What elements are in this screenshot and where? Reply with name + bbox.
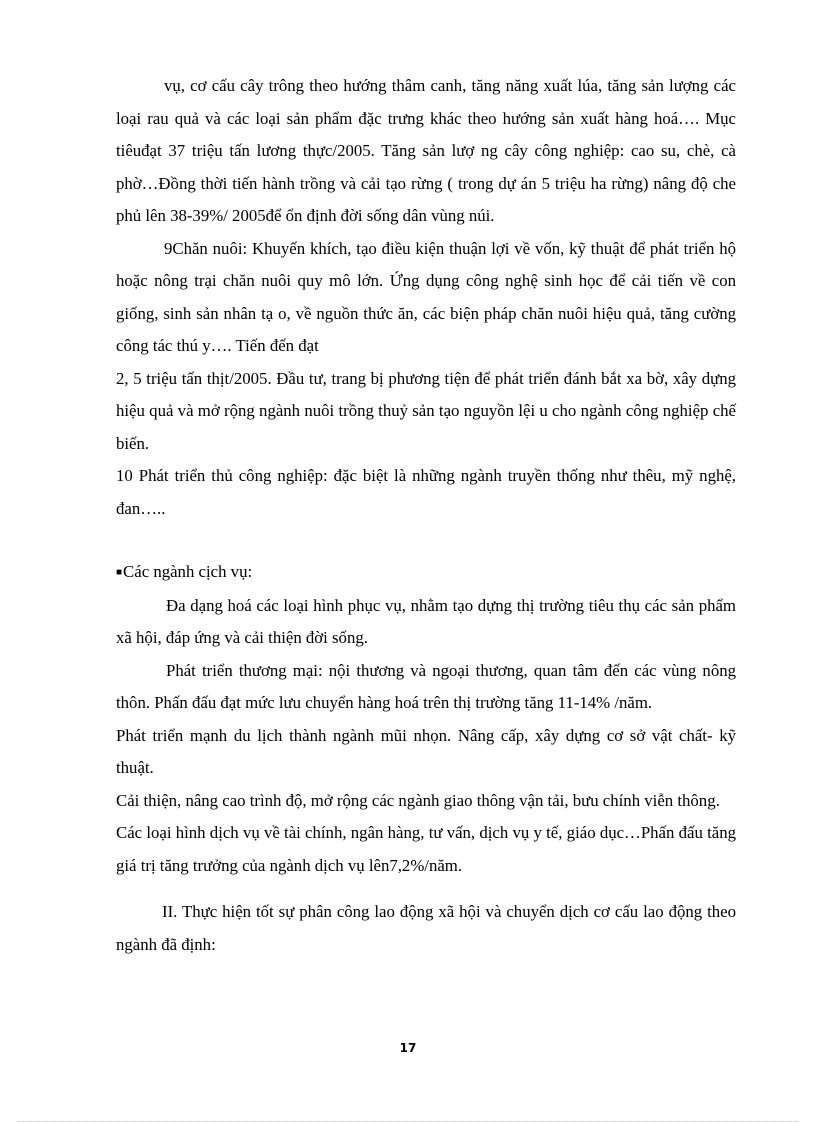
- paragraph-trade: Phát triển thương mại: nội thương và ngoại thương, quan tâm đến các vùng nông thôn. Phấn đấu đạt mức lưu chuyển hàng hoá trên thị trường tăng 11-14% /năm.: [116, 660, 736, 712]
- section-heading-text: Các ngành cịch vụ:: [123, 562, 253, 581]
- section-heading-labor: II. Thực hiện tốt sự phân công lao động xã hội và chuyển dịch cơ cấu lao động theo ngành đã định:: [116, 902, 736, 954]
- square-bullet-icon: ■: [116, 567, 123, 578]
- paragraph-meat-fishery: 2, 5 triệu tấn thịt/2005. Đầu tư, trang bị phương tiện để phát triển đánh bắt xa bờ, xây dựng hiệu quả và mở rộng ngành nuôi trồng thuỷ sản tạo nguyồn lệi u cho ngành công nghiệp chế biến.: [116, 368, 736, 453]
- paragraph-tourism: Phát triển mạnh du lịch thành ngành mũi nhọn. Nâng cấp, xây dựng cơ sở vật chất- kỹ thuật.: [116, 725, 736, 777]
- paragraph-financial-services: Các loại hình dịch vụ về tài chính, ngân hàng, tư vấn, dịch vụ y tế, giáo dục…Phấn đấu tăng giá trị tăng trưởng của ngành dịch vụ lên7,2%/năm.: [116, 823, 736, 875]
- paragraph-transport-telecom: Cải thiện, nâng cao trình độ, mở rộng các ngành giao thông vận tải, bưu chính viễn thông.: [116, 790, 720, 810]
- paragraph-livestock: 9Chăn nuôi: Khuyến khích, tạo điều kiện thuận lợi về vốn, kỹ thuật để phát triển hộ hoặc nông trại chăn nuôi quy mô lớn. Ứng dụng công nghệ sinh học để cải tiến về con giống, sinh sản nhân tạ o, về nguồn thức ăn, các biện pháp chăn nuôi hiệu quả, tăng cường công tác thú y…. Tiến đến đạt: [116, 238, 736, 355]
- section-heading-services: [116, 556, 736, 590]
- page-bottom-divider: [18, 1121, 798, 1122]
- paragraph-handicraft: 10 Phát triển thủ công nghiệp: đặc biệt là những ngành truyền thống như thêu, mỹ nghệ, đan…..: [116, 466, 736, 518]
- page-number: 17: [399, 1041, 417, 1055]
- paragraph-service-diversification: Đa dạng hoá các loại hình phục vụ, nhằm tạo dựng thị trường tiêu thụ các sản phẩm xã hội, đáp ứng và cải thiện đời sống.: [116, 595, 736, 647]
- page-body: [116, 70, 736, 961]
- paragraph-crop-cultivation: vụ, cơ cấu cây trông theo hướng thâm canh, tăng năng xuất lúa, tăng sản lượng các loại rau quả và các loại sản phẩm đặc trưng khác theo hướng sản xuất hàng hoá…. Mục tiêuđạt 37 triệu tấn lương thực/2005. Tăng sản lượ ng cây công nghiệp: cao su, chè, cà phờ…Đồng thời tiến hành trồng và cải tạo rừng ( trong dự án 5 triệu ha rừng) nâng độ che phủ lên 38-39%/ 2005để ổn định đời sống dân vùng núi.: [116, 76, 736, 225]
